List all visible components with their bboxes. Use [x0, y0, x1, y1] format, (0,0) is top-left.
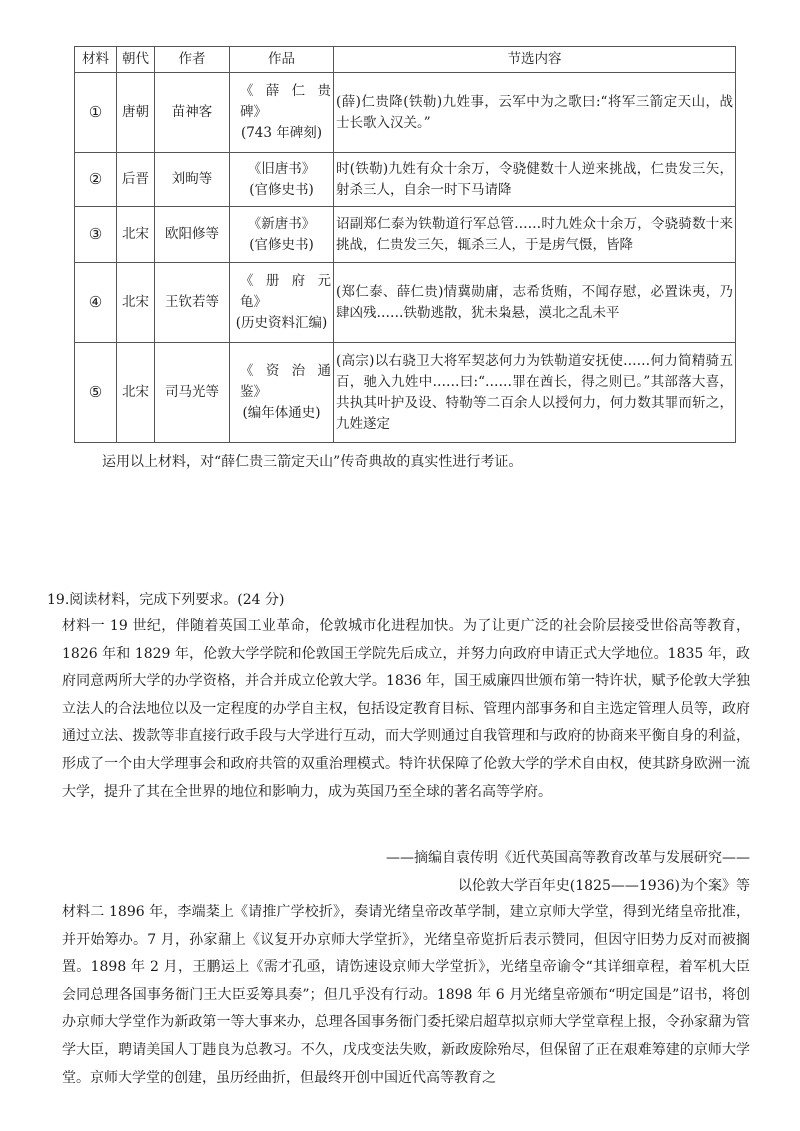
author-cell: 王钦若等 [155, 263, 230, 343]
header-material: 材料 [75, 47, 117, 73]
excerpt-text: (郑仁泰、薛仁贵)情冀勋庸，志希货贿，不闻存慰，必置诛夷，乃肆凶残……铁勒逃散，犹未枭悬，漠北之乱未平 [336, 283, 733, 321]
author-cell: 刘昫等 [155, 153, 230, 207]
author-cell: 司马光等 [155, 343, 230, 443]
work-type: (编年体通史) [242, 405, 321, 421]
work-title-line1: 《 资 治 通 [240, 363, 331, 379]
content-cell [334, 263, 736, 343]
excerpt-text: 时(铁勒)九姓有众十余万，令骁健数十人逆来挑战，仁贵发三矢，射杀三人，自余一时下马请降 [336, 160, 733, 198]
content-cell [334, 73, 736, 153]
source-citation-line1: ——摘编自袁传明《近代英国高等教育改革与发展研究—— [386, 850, 750, 866]
work-cell [230, 263, 334, 343]
table-row [75, 73, 736, 153]
table-header-row [75, 47, 736, 73]
question-19-heading: 19.阅读材料，完成下列要求。(24 分) [47, 592, 285, 608]
material-two-paragraph: 材料二 1896 年，李端棻上《请推广学校折》，奏请光绪皇帝改革学制，建立京师大学堂，得到光绪皇帝批准，并开始筹办。7 月，孙家鼐上《议复开办京师大学堂折》，光绪皇帝览折后表示赞同，但因守旧势力反对而被搁置。1898 年 2 月，王鹏运上《需才孔亟，请饬速设京师大学堂折》，光绪皇帝谕令“其详细章程，着军机大臣会同总理各国事务衙门王大臣妥筹具奏”；但几乎没有行动。1898 年 6 月光绪皇帝颁布“明定国是”诏书，将创办京师大学堂作为新政第一等大事来办，总理各国事务衙门委托梁启超草拟京师大学堂章程上报，令孙家鼐为管学大臣，聘请美国人丁韪良为总教习。不久，戊戌变法失败，新政废除殆尽，但保留了正在艰难筹建的京师大学堂。京师大学堂的创建，虽历经曲折，但最终开创中国近代高等教育之 [62, 904, 750, 1086]
work-cell [230, 73, 334, 153]
work-title-line2: 龟》 [240, 294, 267, 310]
work-title-line2: 碑》 [240, 104, 267, 120]
author-cell: 欧阳修等 [155, 207, 230, 263]
table-row [75, 343, 736, 443]
table-row [75, 207, 736, 263]
work-type: (官修史书) [249, 181, 314, 198]
author-cell: 苗神客 [155, 73, 230, 153]
work-type: (历史资料汇编) [235, 315, 328, 331]
table-row [75, 153, 736, 207]
work-title-line1: 《 薛 仁 贵 [240, 83, 331, 99]
material-number: ② [75, 153, 117, 207]
work-cell [230, 207, 334, 263]
header-author: 作者 [155, 47, 230, 73]
header-content: 节选内容 [334, 47, 736, 73]
work-cell [230, 153, 334, 207]
header-dynasty: 朝代 [117, 47, 155, 73]
work-type: (官修史书) [249, 236, 314, 253]
content-cell [334, 207, 736, 263]
dynasty-cell: 北宋 [117, 263, 155, 343]
material-one-paragraph: 材料一 19 世纪，伴随着英国工业革命，伦敦城市化进程加快。为了让更广泛的社会阶层接受世俗高等教育，1826 年和 1829 年，伦敦大学学院和伦敦国王学院先后成立，并努力向政府申请正式大学地位。1835 年，政府同意两所大学的办学资格，并合并成立伦敦大学。1836 年，国王威廉四世颁布第一特许状，赋予伦敦大学独立法人的合法地位以及一定程度的办学自主权，包括设定教育目标、管理内部事务和自主选定管理人员等，政府通过立法、拨款等非直接行政手段与大学进行互动，而大学则通过自我管理和与政府的协商来平衡自身的利益，形成了一个由大学理事会和政府共管的双重治理模式。特许状保障了伦敦大学的学术自由权，使其跻身欧洲一流大学，提升了其在全世界的地位和影响力，成为英国乃至全球的著名高等学府。 [62, 618, 750, 800]
work-type: (743 年碑刻) [240, 125, 323, 141]
materials-table [74, 46, 736, 443]
material-number: ⑤ [75, 343, 117, 443]
excerpt-text: (薛)仁贵降(铁勒)九姓事，云军中为之歌曰:“将军三箭定天山，战士长歌入汉关。” [336, 93, 733, 131]
dynasty-cell: 唐朝 [117, 73, 155, 153]
work-cell [230, 343, 334, 443]
work-title-line1: 《 册 府 元 [240, 273, 331, 289]
table-row [75, 263, 736, 343]
dynasty-cell: 北宋 [117, 207, 155, 263]
content-cell [334, 153, 736, 207]
dynasty-cell: 北宋 [117, 343, 155, 443]
question-prompt: 运用以上材料，对“薛仁贵三箭定天山”传奇典故的真实性进行考证。 [102, 454, 523, 470]
excerpt-text: 诏副郑仁泰为铁勒道行军总管……时九姓众十余万，令骁骑数十来挑战，仁贵发三矢，辄杀三人，于是虏气慑，皆降 [336, 215, 733, 253]
work-title-line1: 《新唐书》 [247, 215, 316, 232]
work-title-line1: 《旧唐书》 [247, 160, 316, 177]
material-number: ① [75, 73, 117, 153]
excerpt-text: (高宗)以右骁卫大将军契苾何力为铁勒道安抚使……何力简精骑五百，驰入九姓中……曰:“……罪在酋长，得之则已。”其部落大喜，共执其叶护及设、特勒等二百余人以授何力，何力数其罪而斩之，九姓遂定 [336, 352, 733, 432]
dynasty-cell: 后晋 [117, 153, 155, 207]
material-number: ③ [75, 207, 117, 263]
material-number: ④ [75, 263, 117, 343]
source-citation-line2: 以伦敦大学百年史(1825——1936)为个案》等 [457, 878, 750, 894]
work-title-line2: 鉴》 [240, 384, 267, 400]
content-cell [334, 343, 736, 443]
header-work: 作品 [230, 47, 334, 73]
